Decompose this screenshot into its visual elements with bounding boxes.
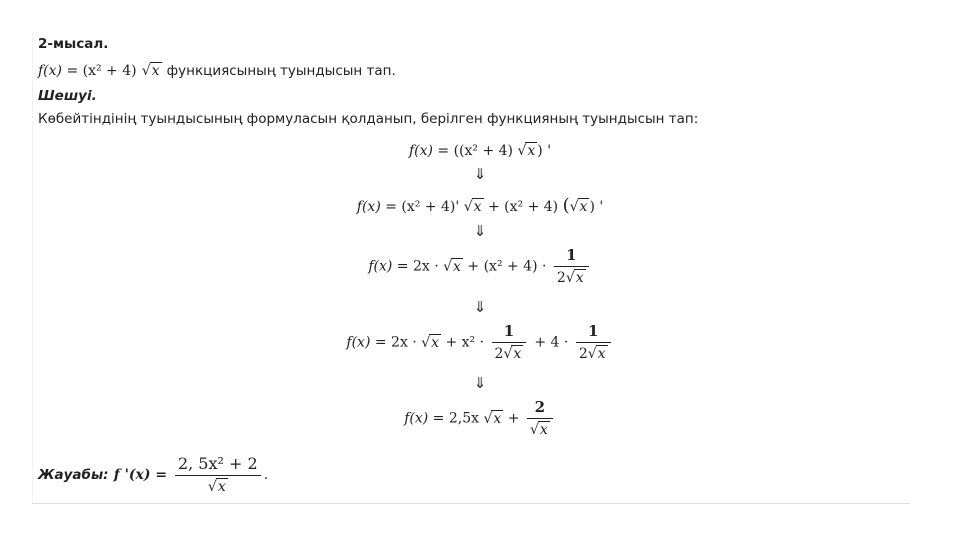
step-2-lhs: f(x) = bbox=[356, 199, 402, 215]
step-1-expr: ((x² + 4) bbox=[453, 143, 518, 159]
step-2-part-2: + (x² + 4) bbox=[483, 199, 563, 215]
answer-fraction: $\frac{\text{2, 5x² + 2}}{√x}$ bbox=[175, 454, 261, 495]
step-5-part-1: 2,5x bbox=[448, 410, 484, 427]
arrow-down-icon: ⇓ bbox=[473, 374, 487, 392]
step-3-sqrt: √x bbox=[443, 258, 461, 275]
step-1-lhs: f(x) = bbox=[408, 143, 454, 159]
answer-label: Жауабы: bbox=[38, 467, 109, 483]
step-5 bbox=[0, 398, 960, 438]
step-4-sqrt: √x bbox=[421, 334, 440, 351]
step-4-part-2: + x² · bbox=[441, 334, 489, 351]
arrow-down-icon: ⇓ bbox=[473, 165, 487, 183]
step-3-part-1: 2x · bbox=[412, 258, 444, 275]
step-5-sqrt: √x bbox=[483, 410, 502, 427]
step-3-fraction: $\frac{1}{2√x}$ bbox=[554, 246, 589, 286]
problem-fx: f(x) = bbox=[38, 63, 83, 79]
step-5-part-2: + bbox=[503, 410, 524, 427]
step-3-part-2: + (x² + 4) · bbox=[462, 258, 551, 275]
step-1-sqrt: √x bbox=[517, 143, 536, 159]
bottom-divider bbox=[32, 503, 910, 504]
problem-sqrt: √x bbox=[141, 63, 160, 79]
step-2-sqrt-1: √x bbox=[463, 199, 482, 215]
step-4 bbox=[0, 322, 960, 362]
step-1-end: ) ' bbox=[537, 143, 552, 159]
example-title: 2-мысал. bbox=[38, 36, 109, 52]
step-2 bbox=[0, 195, 960, 216]
step-2-sqrt-2: √x bbox=[569, 199, 588, 215]
step-3 bbox=[0, 246, 960, 286]
step-3-lhs: f(x) = bbox=[368, 258, 413, 275]
problem-text: функциясының туындысын тап. bbox=[166, 63, 396, 79]
step-4-fraction-2: $\frac{1}{2√x}$ bbox=[576, 322, 611, 362]
step-2-part-1: (x² + 4)' bbox=[401, 199, 464, 215]
step-4-part-1: 2x · bbox=[391, 334, 422, 351]
answer bbox=[38, 454, 268, 495]
answer-period: . bbox=[263, 467, 269, 483]
step-4-fraction-1: $\frac{1}{2√x}$ bbox=[492, 322, 527, 362]
problem-statement bbox=[38, 60, 396, 79]
answer-fprime: f '(x) = bbox=[113, 467, 172, 483]
problem-expr: (x² + 4) bbox=[82, 63, 137, 79]
step-2-open-paren: ( bbox=[562, 195, 570, 216]
solution-label: Шешуі. bbox=[38, 88, 97, 104]
step-2-close: ) ' bbox=[589, 199, 604, 215]
arrow-down-icon: ⇓ bbox=[473, 222, 487, 240]
instruction-text: Көбейтіндінің туындысының формуласын қолданып, берілген функцияның туындысын тап: bbox=[38, 111, 699, 127]
step-5-fraction: $\frac{2}{√x}$ bbox=[527, 398, 553, 438]
step-5-lhs: f(x) = bbox=[404, 410, 449, 427]
step-4-part-3: + 4 · bbox=[534, 334, 573, 351]
step-4-lhs: f(x) = bbox=[346, 334, 392, 351]
arrow-down-icon: ⇓ bbox=[473, 298, 487, 316]
step-1 bbox=[0, 140, 960, 159]
